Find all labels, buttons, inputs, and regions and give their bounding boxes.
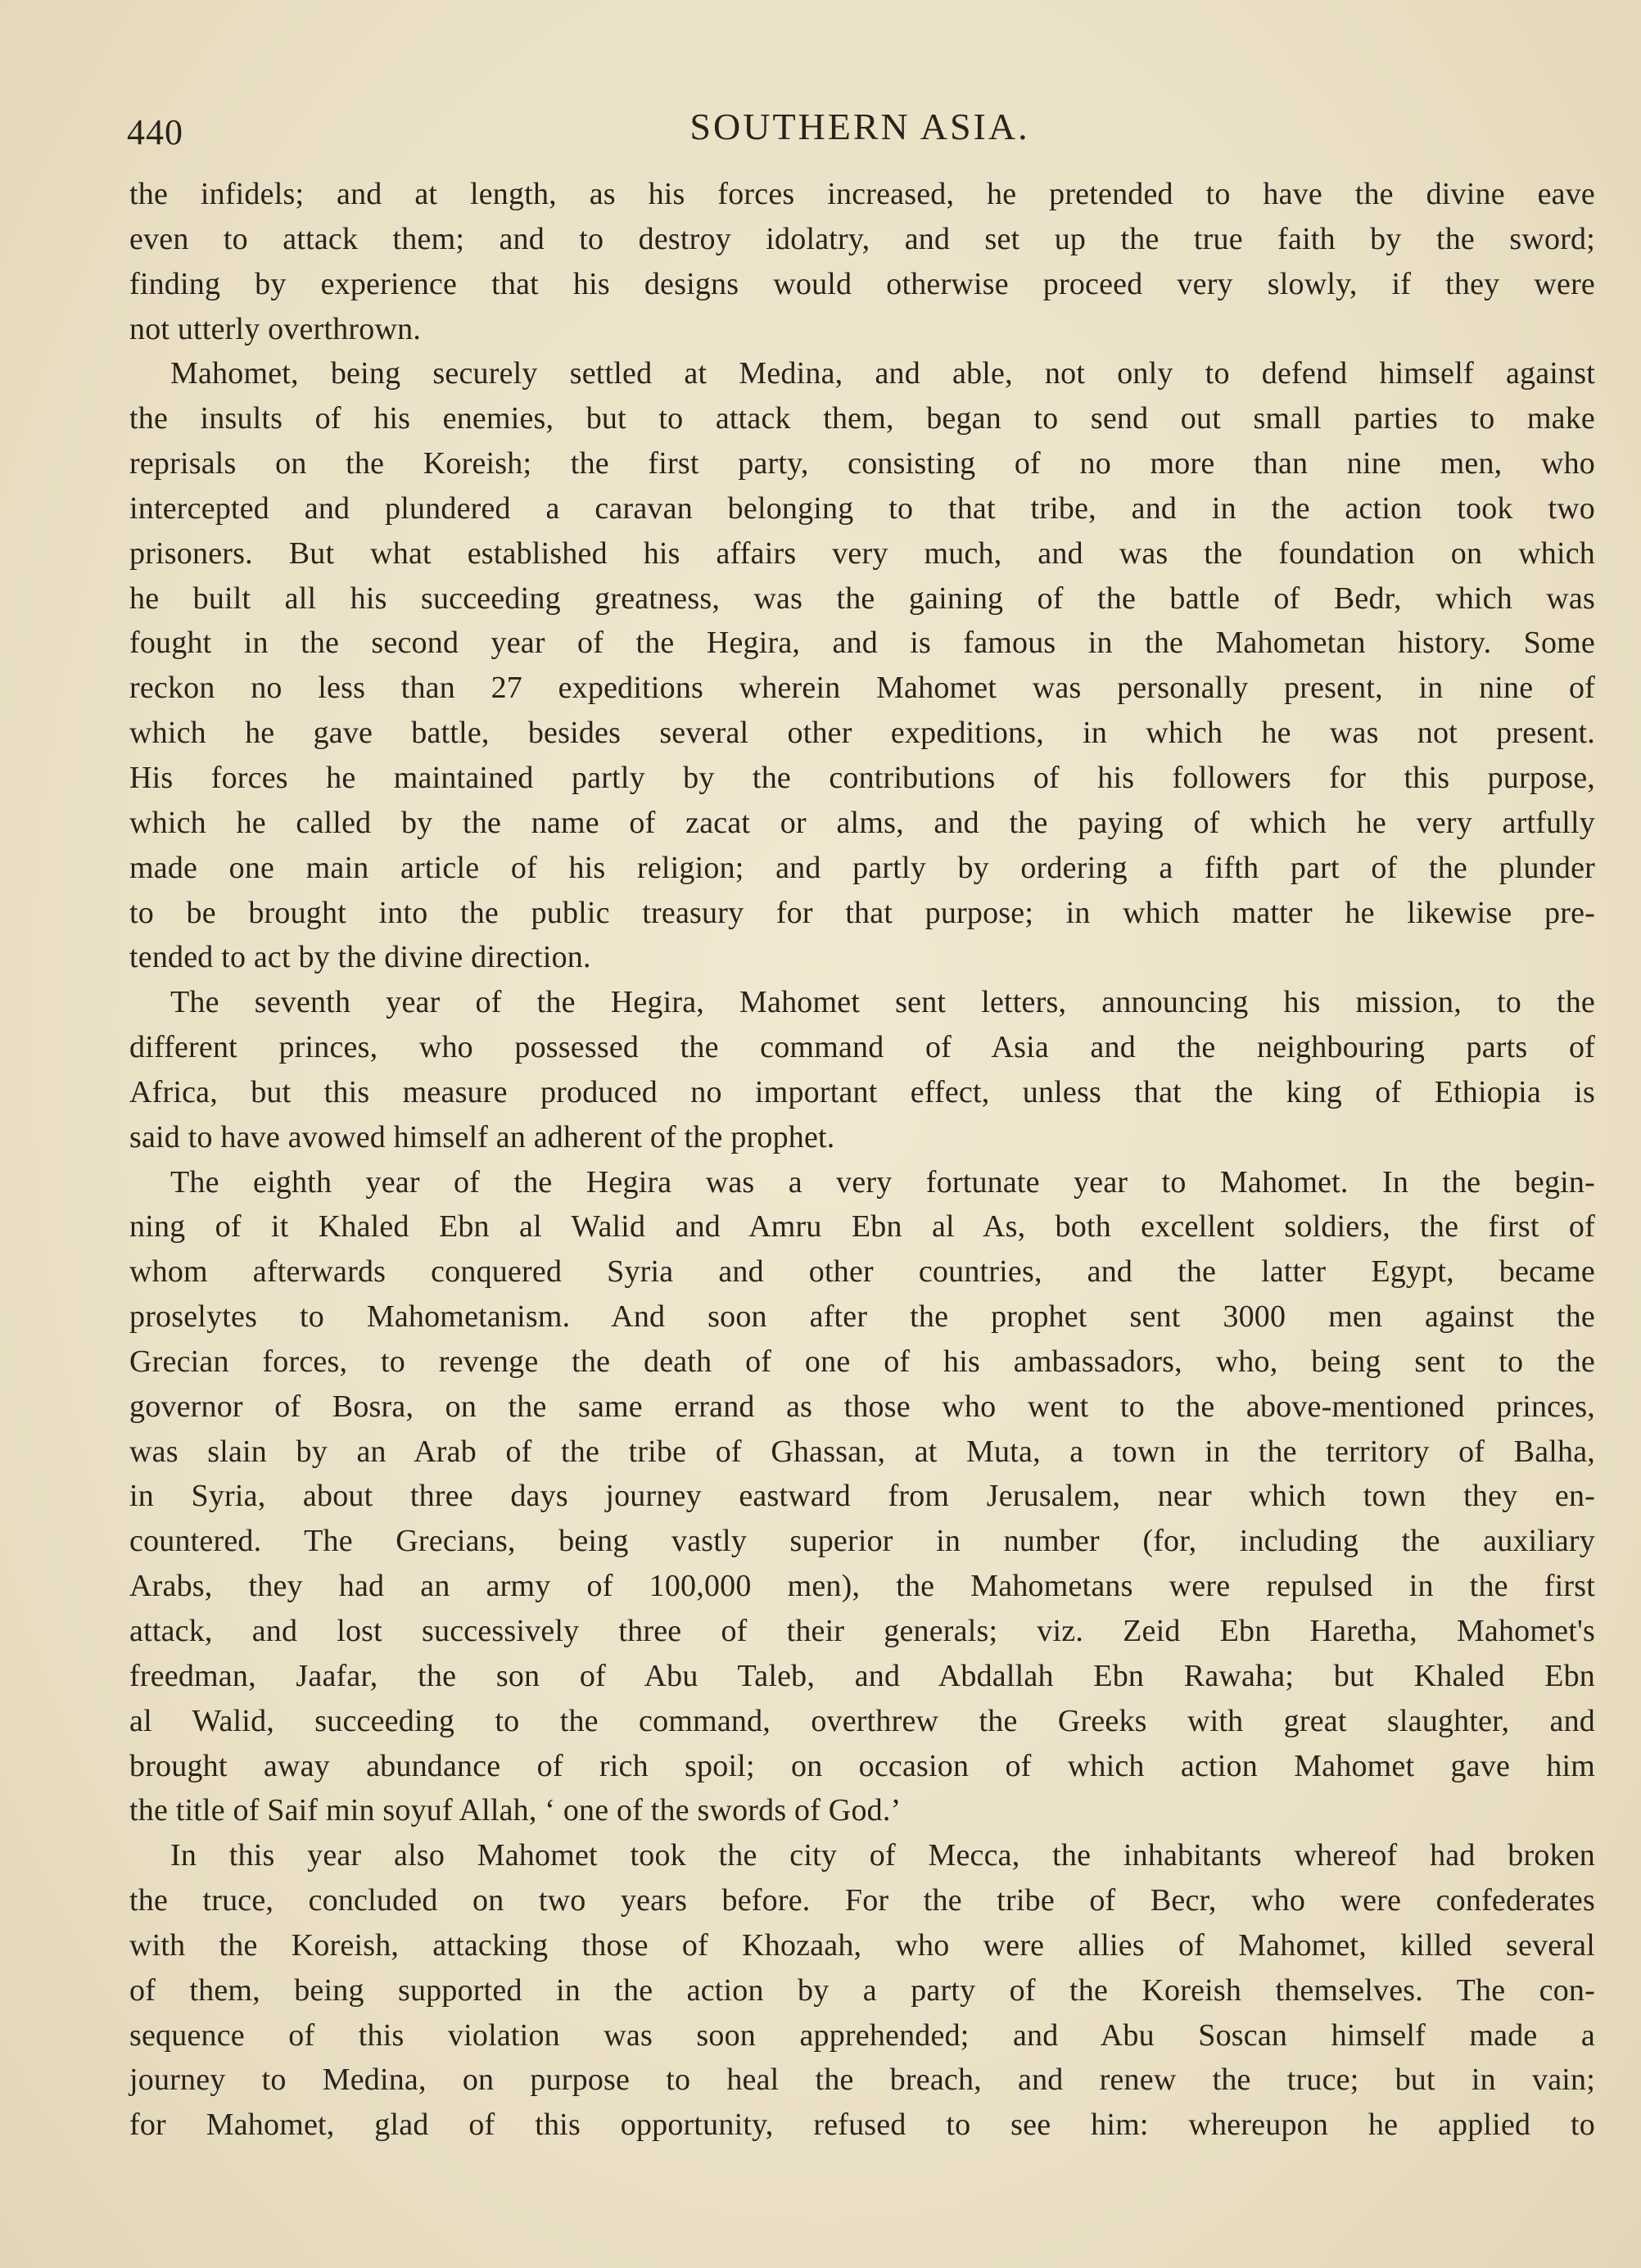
text-line: The seventh year of the Hegira, Mahomet sent letters, announcing his mission, to the <box>170 985 1595 1020</box>
text-line: finding by experience that his designs would otherwise proceed very slowly, if they were <box>129 266 1595 301</box>
text-line: which he gave battle, besides several other expeditions, in which he was not present. <box>129 716 1595 751</box>
text-line: not utterly overthrown. <box>129 311 422 346</box>
text-line: the title of Saif min soyuf Allah, ‘ one of the swords of God.’ <box>129 1793 902 1828</box>
text-line: which he called by the name of zacat or alms, and the paying of which he very artfully <box>129 805 1595 840</box>
page-number: 440 <box>127 112 183 152</box>
text-line: to be brought into the public treasury for that purpose; in which matter he likewise pre- <box>129 895 1595 930</box>
text-line: reprisals on the Koreish; the first party, consisting of no more than nine men, who <box>129 446 1595 481</box>
text-line: ning of it Khaled Ebn al Walid and Amru Ebn al As, both excellent soldiers, the first of <box>129 1209 1595 1245</box>
page-header <box>127 105 1593 154</box>
text-line: His forces he maintained partly by the contributions of his followers for this purpose, <box>129 760 1595 795</box>
text-line: said to have avowed himself an adherent of the prophet. <box>129 1119 835 1154</box>
text-line: al Walid, succeeding to the command, overthrew the Greeks with great slaughter, and <box>129 1703 1595 1738</box>
text-line: whom afterwards conquered Syria and other countries, and the latter Egypt, became <box>129 1254 1595 1290</box>
text-line: countered. The Grecians, being vastly superior in number (for, including the auxiliary <box>129 1524 1595 1559</box>
text-line: journey to Medina, on purpose to heal the breach, and renew the truce; but in vain; <box>129 2062 1595 2098</box>
running-head: SOUTHERN ASIA. <box>689 106 1030 147</box>
text-line: attack, and lost successively three of their generals; viz. Zeid Ebn Haretha, Mahomet's <box>129 1614 1595 1648</box>
text-line: governor of Bosra, on the same errand as those who went to the above-mentioned princes, <box>129 1389 1595 1424</box>
text-line: different princes, who possessed the command of Asia and the neighbouring parts of <box>129 1030 1595 1065</box>
text-line: intercepted and plundered a caravan belonging to that tribe, and in the action took two <box>129 490 1595 526</box>
text-line: In this year also Mahomet took the city of Mecca, the inhabitants whereof had broken <box>170 1838 1595 1873</box>
text-line: freedman, Jaafar, the son of Abu Taleb, and Abdallah Ebn Rawaha; but Khaled Ebn <box>129 1658 1595 1693</box>
text-line: sequence of this violation was soon apprehended; and Abu Soscan himself made a <box>129 2017 1595 2053</box>
text-line: in Syria, about three days journey eastward from Jerusalem, near which town they en- <box>129 1479 1595 1514</box>
text-line: The eighth year of the Hegira was a very fortunate year to Mahomet. In the begin- <box>170 1164 1595 1200</box>
text-line: prisoners. But what established his affairs very much, and was the foundation on which <box>129 535 1595 571</box>
text-line: with the Koreish, attacking those of Khozaah, who were allies of Mahomet, killed several <box>129 1927 1595 1963</box>
body-text <box>129 172 1595 2148</box>
text-line: Arabs, they had an army of 100,000 men), the Mahometans were repulsed in the first <box>129 1569 1595 1604</box>
text-line: tended to act by the divine direction. <box>129 940 591 975</box>
text-line: Africa, but this measure produced no important effect, unless that the king of Ethiopia is <box>129 1074 1595 1109</box>
text-line: of them, being supported in the action by a party of the Koreish themselves. The con- <box>129 1972 1595 2008</box>
text-line: reckon no less than 27 expeditions wherein Mahomet was personally present, in nine of <box>129 671 1595 706</box>
text-line: even to attack them; and to destroy idolatry, and set up the true faith by the sword; <box>129 221 1595 256</box>
text-line: Mahomet, being securely settled at Medina, and able, not only to defend himself against <box>170 356 1595 391</box>
text-line: he built all his succeeding greatness, was the gaining of the battle of Bedr, which was <box>129 581 1595 616</box>
text-line: Grecian forces, to revenge the death of one of his ambassadors, who, being sent to the <box>129 1344 1595 1379</box>
text-line: brought away abundance of rich spoil; on occasion of which action Mahomet gave him <box>129 1748 1595 1783</box>
text-line: made one main article of his religion; and partly by ordering a fifth part of the plunder <box>129 850 1595 885</box>
text-line: the insults of his enemies, but to attack them, began to send out small parties to make <box>129 401 1595 436</box>
text-line: fought in the second year of the Hegira, and is famous in the Mahometan history. Some <box>129 626 1595 661</box>
text-line: proselytes to Mahometanism. And soon after the prophet sent 3000 men against the <box>129 1299 1595 1335</box>
text-line: the truce, concluded on two years before. For the tribe of Becr, who were confederates <box>129 1883 1595 1918</box>
text-line: for Mahomet, glad of this opportunity, refused to see him: whereupon he applied to <box>129 2108 1595 2143</box>
text-line: the infidels; and at length, as his forces increased, he pretended to have the divine eave <box>129 177 1595 211</box>
text-line: was slain by an Arab of the tribe of Ghassan, at Muta, a town in the territory of Balha, <box>129 1434 1595 1469</box>
